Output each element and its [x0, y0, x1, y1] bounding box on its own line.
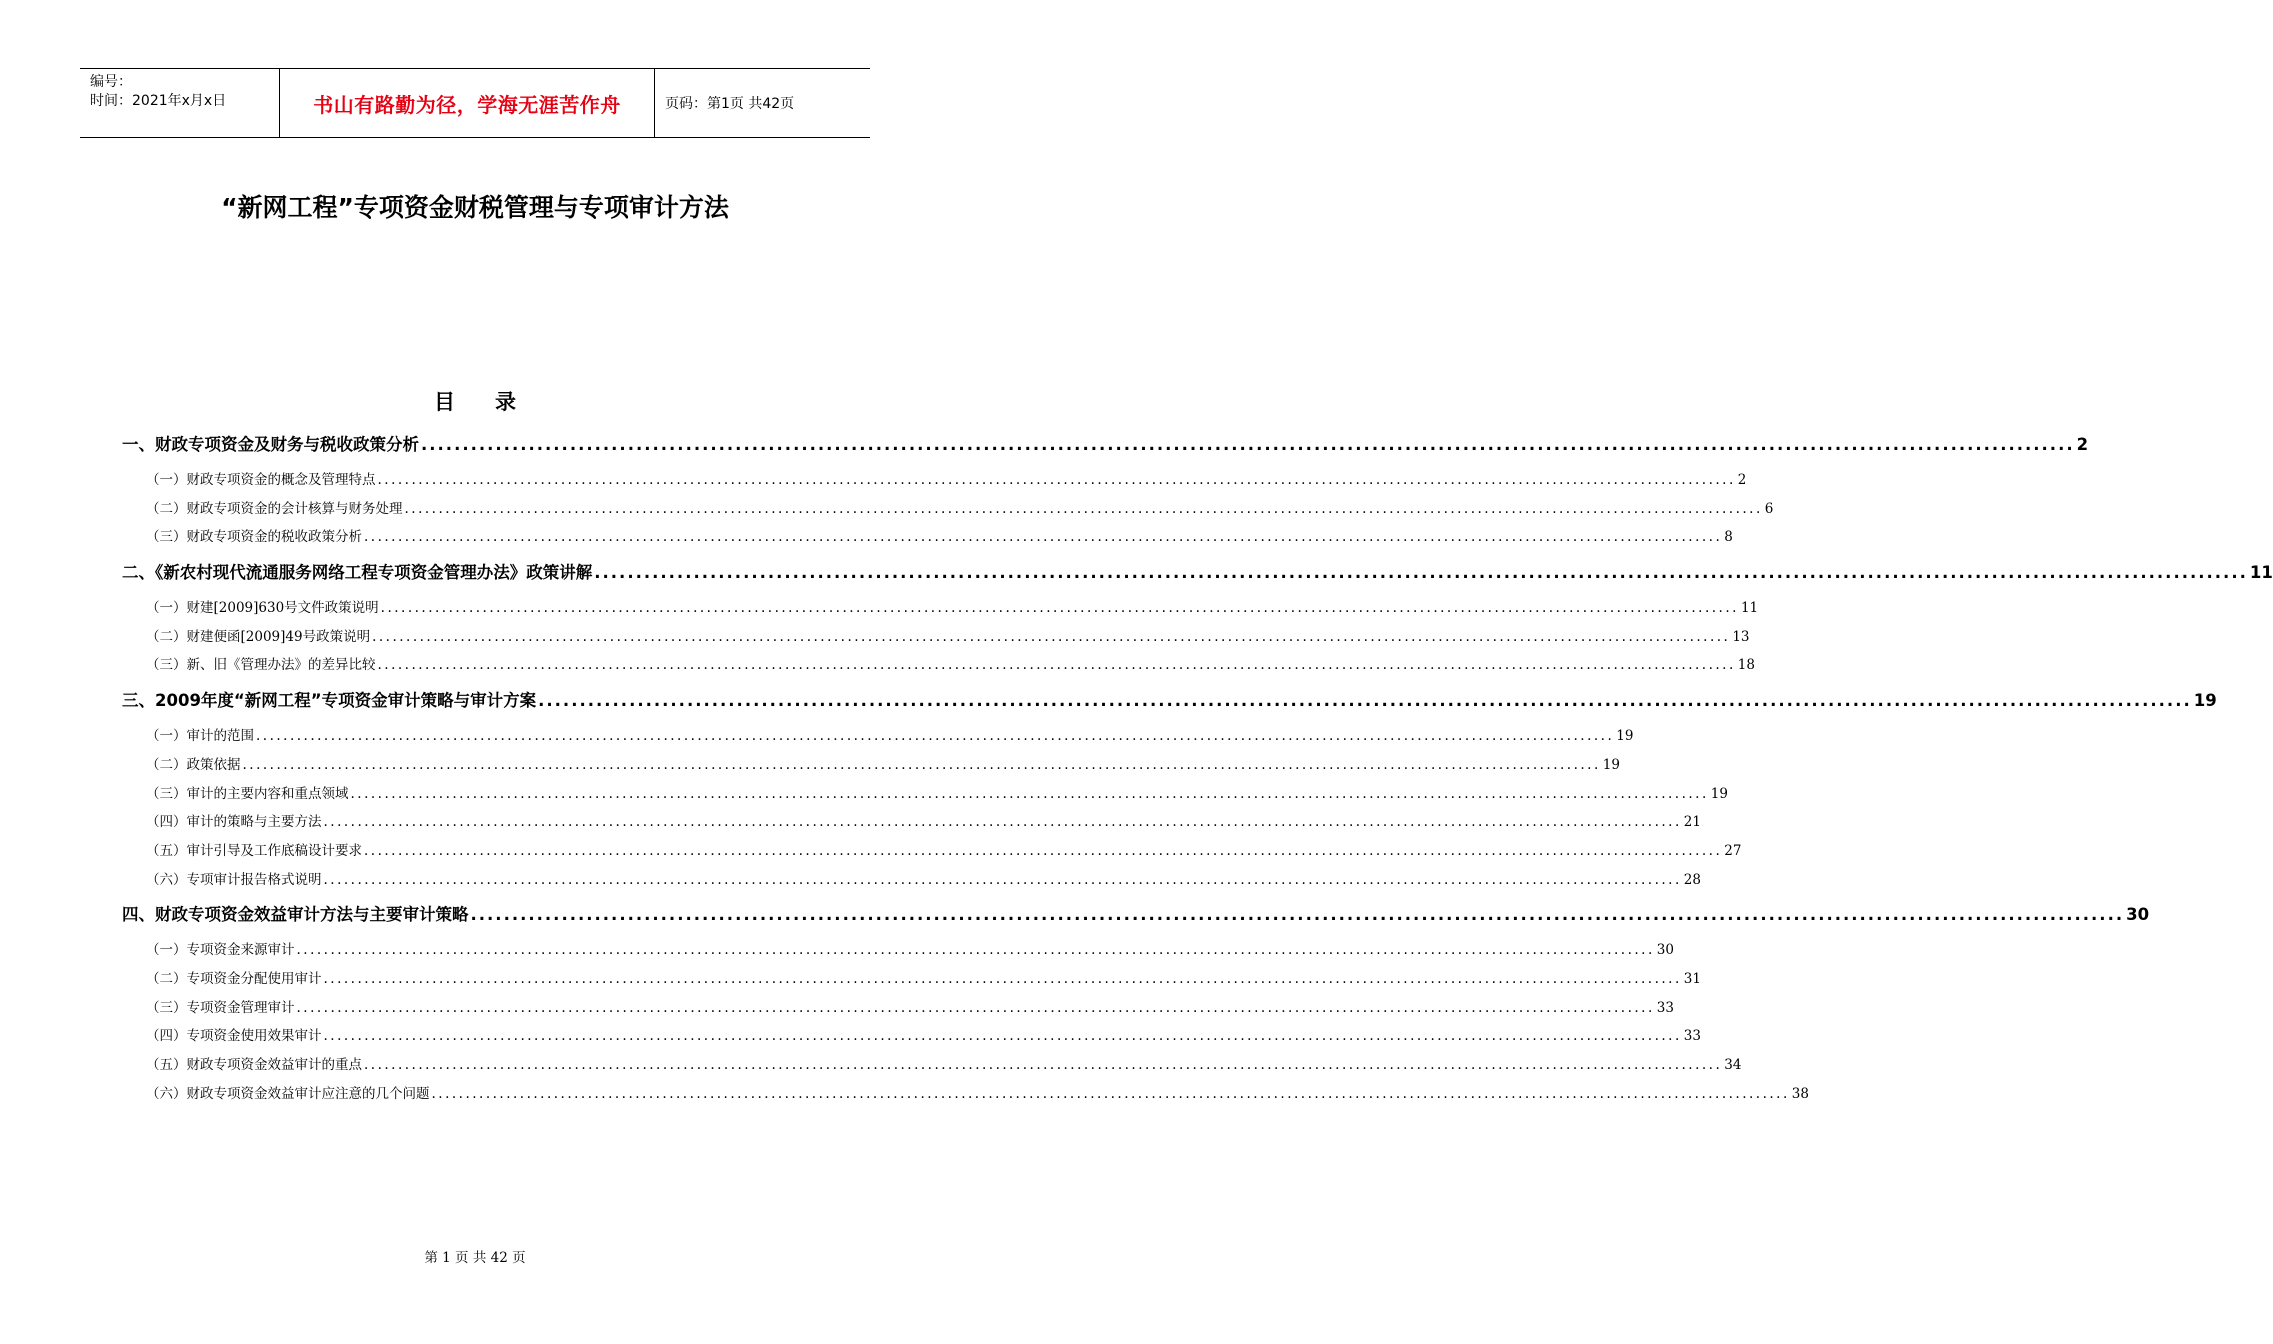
toc-entry-label: 三、2009年度“新网工程”专项资金审计策略与审计方案 [122, 691, 537, 711]
time-label: 时间：2021年x月x日 [90, 93, 227, 109]
toc-page-number: 31 [1683, 970, 1701, 987]
toc-subsection[interactable] [122, 594, 1759, 623]
toc-entry-label: （一）专项资金来源审计 [146, 942, 295, 959]
header-motto: 书山有路勤为径，学海无涯苦作舟 [280, 69, 655, 137]
toc-subsection[interactable] [122, 722, 1634, 751]
toc-entry-label: （二）政策依据 [146, 756, 241, 773]
dot-leader: ........................................................................................................................................................................................................ [323, 1028, 1682, 1045]
dot-leader: ........................................................................................................................................................................................................ [431, 1085, 1790, 1102]
dot-leader: ........................................................................................................................................................................................................ [242, 756, 1601, 773]
toc-page-number: 19 [1616, 728, 1634, 745]
toc-subsection[interactable] [122, 1051, 1742, 1080]
toc-page-number: 2 [2076, 435, 2089, 454]
toc-subsection[interactable] [122, 866, 1701, 895]
dot-leader: ........................................................................................................................................................................................................ [296, 942, 1655, 959]
dot-leader: ........................................................................................................................................................................................................ [364, 842, 1723, 859]
toc-page-number: 34 [1724, 1057, 1742, 1073]
toc-subsection[interactable] [122, 965, 1701, 994]
toc-page-number: 30 [1656, 942, 1674, 959]
toc-subsection[interactable] [122, 808, 1701, 837]
dot-leader: ........................................................................................................................................................................................................ [364, 529, 1723, 546]
dot-leader: ........................................................................................................................................................................................................ [377, 472, 1736, 488]
header-meta [80, 69, 280, 137]
toc-entry-label: （六）专项审计报告格式说明 [146, 871, 322, 888]
toc-page-number: 19 [1602, 756, 1620, 773]
toc-heading: 目录 [434, 390, 556, 414]
toc-page-number: 28 [1683, 871, 1701, 888]
dot-leader: ........................................................................................................................................................................................................ [404, 500, 1763, 517]
toc-entry-label: （四）专项资金使用效果审计 [146, 1028, 322, 1045]
toc-entry-label: （三）审计的主要内容和重点领域 [146, 785, 349, 802]
toc-entry-label: （一）财建[2009]630号文件政策说明 [146, 600, 379, 617]
document-title: “新网工程”专项资金财税管理与专项审计方法 [221, 193, 729, 222]
toc-page-number: 8 [1724, 529, 1733, 546]
toc-section[interactable] [122, 684, 2217, 718]
toc-page-number: 21 [1683, 814, 1701, 831]
toc-entry-label: （二）专项资金分配使用审计 [146, 970, 322, 987]
toc-subsection[interactable] [122, 936, 1674, 965]
number-label: 编号： [90, 74, 132, 90]
toc-page-number: 6 [1764, 500, 1774, 517]
dot-leader: ........................................................................................................................................................................................................ [380, 600, 1739, 617]
toc-entry-label: （二）财政专项资金的会计核算与财务处理 [146, 500, 403, 517]
toc-page-number: 33 [1656, 999, 1674, 1016]
toc-subsection[interactable] [122, 780, 1728, 809]
toc-page-number: 11 [2249, 563, 2273, 583]
dot-leader: ........................................................................................................................................................................................................ [323, 970, 1682, 987]
toc-subsection[interactable] [122, 751, 1620, 780]
dot-leader: ........................................................................................................................................................................................................ [323, 871, 1682, 888]
toc-entry-label: 二、《新农村现代流通服务网络工程专项资金管理办法》政策讲解 [122, 563, 593, 583]
toc-entry-label: （三）新、旧《管理办法》的差异比较 [146, 657, 376, 674]
toc-entry-label: （四）审计的策略与主要方法 [146, 814, 322, 831]
toc-page-number: 38 [1791, 1085, 1809, 1102]
dot-leader: ........................................................................................................................................................................................................ [470, 905, 2125, 925]
toc-subsection[interactable] [122, 994, 1674, 1023]
toc-entry-label: 一、财政专项资金及财务与税收政策分析 [122, 435, 419, 454]
toc-entry-label: （五）财政专项资金效益审计的重点 [146, 1057, 362, 1073]
toc-page-number: 27 [1724, 842, 1742, 859]
toc-page-number: 18 [1737, 657, 1755, 674]
toc-entry-label: 四、财政专项资金效益审计方法与主要审计策略 [122, 905, 469, 925]
toc-entry-label: （二）财建便函[2009]49号政策说明 [146, 628, 371, 645]
header-page-info: 页码：第1页 共42页 [665, 96, 795, 112]
toc-entry-label: （三）财政专项资金的税收政策分析 [146, 529, 362, 546]
toc-subsection[interactable] [122, 1080, 1809, 1109]
table-of-contents [122, 428, 2273, 1108]
dot-leader: ........................................................................................................................................................................................................ [256, 728, 1615, 745]
toc-entry-label: （三）专项资金管理审计 [146, 999, 295, 1016]
toc-page-number: 19 [2193, 691, 2217, 711]
toc-entry-label: （一）审计的范围 [146, 728, 254, 745]
toc-subsection[interactable] [122, 651, 1755, 680]
toc-page-number: 19 [1710, 785, 1728, 802]
dot-leader: ........................................................................................................................................................................................................ [594, 563, 2248, 583]
toc-section[interactable] [122, 556, 2273, 590]
toc-entry-label: （六）财政专项资金效益审计应注意的几个问题 [146, 1085, 430, 1102]
toc-subsection[interactable] [122, 523, 1733, 552]
toc-entry-label: （五）审计引导及工作底稿设计要求 [146, 842, 362, 859]
toc-subsection[interactable] [122, 495, 1774, 524]
dot-leader: ........................................................................................................................................................................................................ [421, 435, 2075, 454]
toc-section[interactable] [122, 428, 2089, 462]
toc-page-number: 30 [2126, 905, 2150, 925]
toc-subsection[interactable] [122, 466, 1747, 495]
dot-leader: ........................................................................................................................................................................................................ [350, 785, 1709, 802]
toc-subsection[interactable] [122, 1022, 1701, 1051]
toc-subsection[interactable] [122, 837, 1742, 866]
dot-leader: ........................................................................................................................................................................................................ [372, 628, 1731, 645]
toc-page-number: 11 [1740, 600, 1759, 617]
dot-leader: ........................................................................................................................................................................................................ [377, 657, 1736, 674]
toc-section[interactable] [122, 898, 2150, 932]
toc-entry-label: （一）财政专项资金的概念及管理特点 [146, 472, 376, 488]
toc-subsection[interactable] [122, 623, 1750, 652]
toc-page-number: 2 [1737, 472, 1747, 488]
dot-leader: ........................................................................................................................................................................................................ [296, 999, 1655, 1016]
page-header [80, 68, 870, 138]
dot-leader: ........................................................................................................................................................................................................ [364, 1057, 1723, 1073]
dot-leader: ........................................................................................................................................................................................................ [323, 814, 1682, 831]
toc-page-number: 33 [1683, 1028, 1701, 1045]
page-footer: 第 1 页 共 42 页 [424, 1250, 526, 1266]
dot-leader: ........................................................................................................................................................................................................ [538, 691, 2192, 711]
toc-page-number: 13 [1732, 628, 1750, 645]
